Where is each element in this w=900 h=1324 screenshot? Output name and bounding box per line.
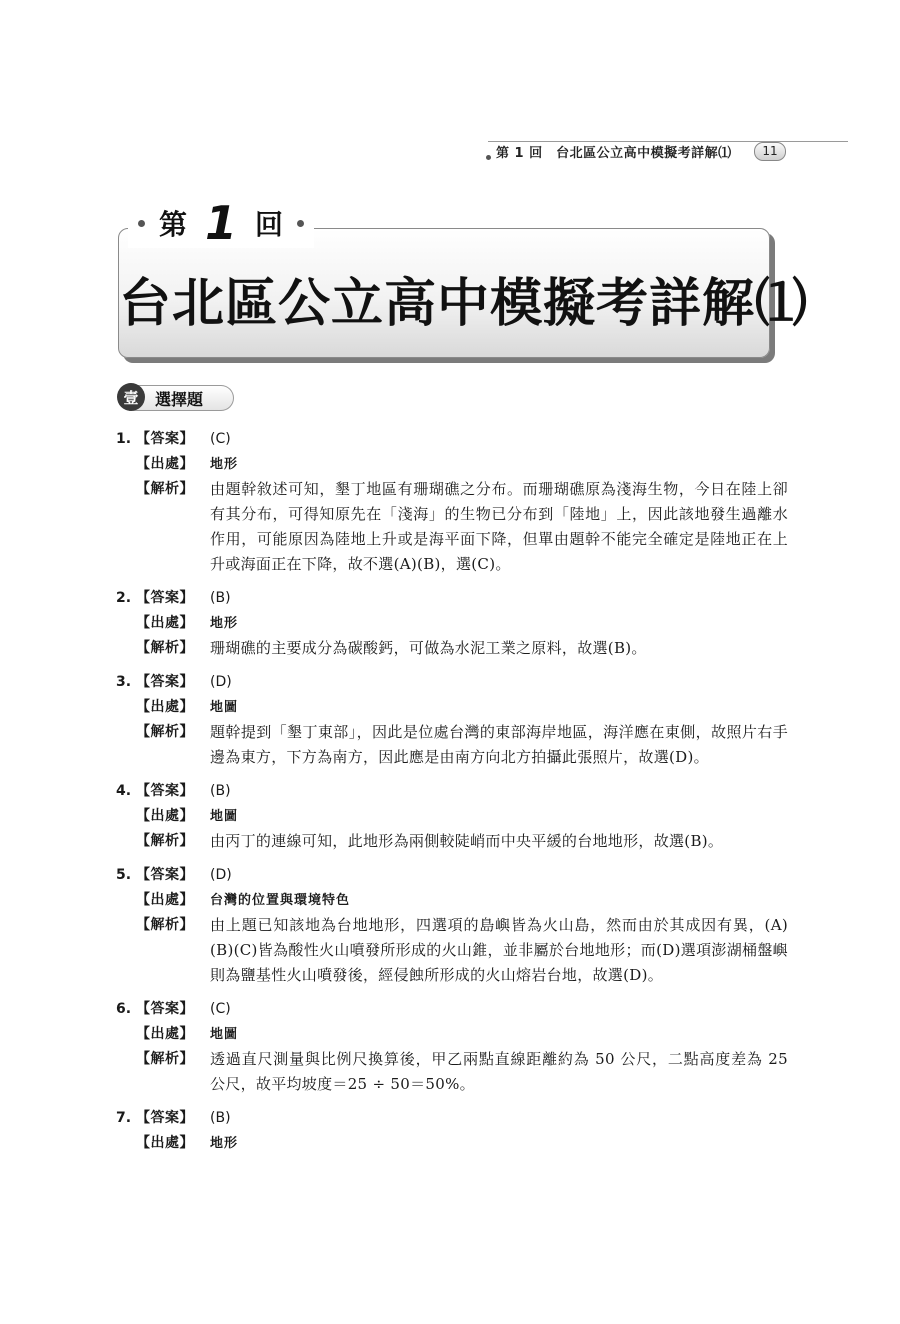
round-right-dot (297, 220, 304, 227)
source-tag: 【出處】 (136, 699, 194, 715)
question-5 (116, 863, 788, 988)
source-value: 地形 (210, 616, 239, 631)
explanation-tag: 【解析】 (136, 1051, 194, 1067)
source-tag: 【出處】 (136, 892, 194, 908)
question-1 (116, 427, 788, 577)
answer-tag: 【答案】 (136, 1110, 194, 1126)
source-value: 地圖 (210, 1027, 239, 1042)
answer-tag: 【答案】 (136, 431, 194, 447)
page-number: 11 (754, 142, 786, 161)
explanation-text: 由丙丁的連線可知，此地形為兩側較陡峭而中央平緩的台地地形，故選(B)。 (210, 832, 724, 850)
source-value: 地形 (210, 1136, 239, 1151)
round-suffix: 回 (255, 208, 284, 241)
question-2 (116, 586, 788, 661)
answer-value: (B) (210, 783, 231, 799)
question-number: 3. (116, 674, 132, 690)
source-tag: 【出處】 (136, 615, 194, 631)
source-tag: 【出處】 (136, 808, 194, 824)
answer-value: (D) (210, 674, 232, 690)
explanation-tag: 【解析】 (136, 917, 194, 933)
question-number: 6. (116, 1001, 132, 1017)
round-label (128, 198, 314, 248)
round-left-dot (138, 220, 145, 227)
answer-value: (C) (210, 1001, 231, 1017)
section-tab (117, 385, 229, 411)
answer-tag: 【答案】 (136, 674, 194, 690)
explanation-text: 由題幹敘述可知，墾丁地區有珊瑚礁之分布。而珊瑚礁原為淺海生物，今日在陸上卻有其分布，可得知原先在「淺海」的生物已分布到「陸地」上，因此該地發生過離水作用，可能原因為陸地上升或是海平面下降，但單由題幹不能完全確定是陸地正在上升或海面正在下降，故不選(A)(B)，選(C)。 (210, 480, 788, 573)
question-number: 4. (116, 783, 132, 799)
explanation-tag: 【解析】 (136, 724, 194, 740)
question-6 (116, 997, 788, 1097)
header-dot (486, 155, 491, 160)
answer-tag: 【答案】 (136, 867, 194, 883)
question-7 (116, 1106, 788, 1156)
explanation-text: 由上題已知該地為台地地形，四選項的島嶼皆為火山島，然而由於其成因有異，(A)(B)(C)皆為酸性火山噴發所形成的火山錐，並非屬於台地地形；而(D)選項澎湖桶盤嶼則為鹽基性火山噴發後，經侵蝕所形成的火山熔岩台地，故選(D)。 (210, 916, 788, 984)
source-value: 地形 (210, 457, 239, 472)
answer-tag: 【答案】 (136, 783, 194, 799)
running-header-title: 第 1 回 台北區公立高中模擬考詳解⑴ (496, 146, 732, 161)
explanation-text: 透過直尺測量與比例尺換算後，甲乙兩點直線距離約為 50 公尺，二點高度差為 25 公尺，故平均坡度＝25 ÷ 50＝50%。 (210, 1050, 788, 1093)
explanation-text: 題幹提到「墾丁東部」，因此是位處台灣的東部海岸地區，海洋應在東側，故照片右手邊為東方，下方為南方，因此應是由南方向北方拍攝此張照片，故選(D)。 (210, 723, 788, 766)
page-title: 台北區公立高中模擬考詳解⑴ (119, 273, 809, 334)
answer-tag: 【答案】 (136, 590, 194, 606)
question-list (116, 427, 788, 1165)
running-header (488, 137, 848, 167)
answer-value: (B) (210, 1110, 231, 1126)
answer-value: (B) (210, 590, 231, 606)
section-badge: 壹 (117, 383, 145, 411)
explanation-text: 珊瑚礁的主要成分為碳酸鈣，可做為水泥工業之原料，故選(B)。 (210, 639, 647, 657)
source-tag: 【出處】 (136, 456, 194, 472)
question-3 (116, 670, 788, 770)
question-number: 7. (116, 1110, 132, 1126)
section-label: 選擇題 (155, 390, 204, 409)
answer-value: (C) (210, 431, 231, 447)
source-value: 地圖 (210, 809, 239, 824)
source-tag: 【出處】 (136, 1135, 194, 1151)
explanation-tag: 【解析】 (136, 640, 194, 656)
question-number: 1. (116, 431, 132, 447)
source-value: 地圖 (210, 700, 239, 715)
source-value: 台灣的位置與環境特色 (210, 893, 351, 908)
round-number: 1 (205, 196, 238, 250)
question-number: 5. (116, 867, 132, 883)
explanation-tag: 【解析】 (136, 833, 194, 849)
question-number: 2. (116, 590, 132, 606)
answer-tag: 【答案】 (136, 1001, 194, 1017)
answer-value: (D) (210, 867, 232, 883)
round-prefix: 第 (159, 208, 188, 241)
question-4 (116, 779, 788, 854)
explanation-tag: 【解析】 (136, 481, 194, 497)
source-tag: 【出處】 (136, 1026, 194, 1042)
